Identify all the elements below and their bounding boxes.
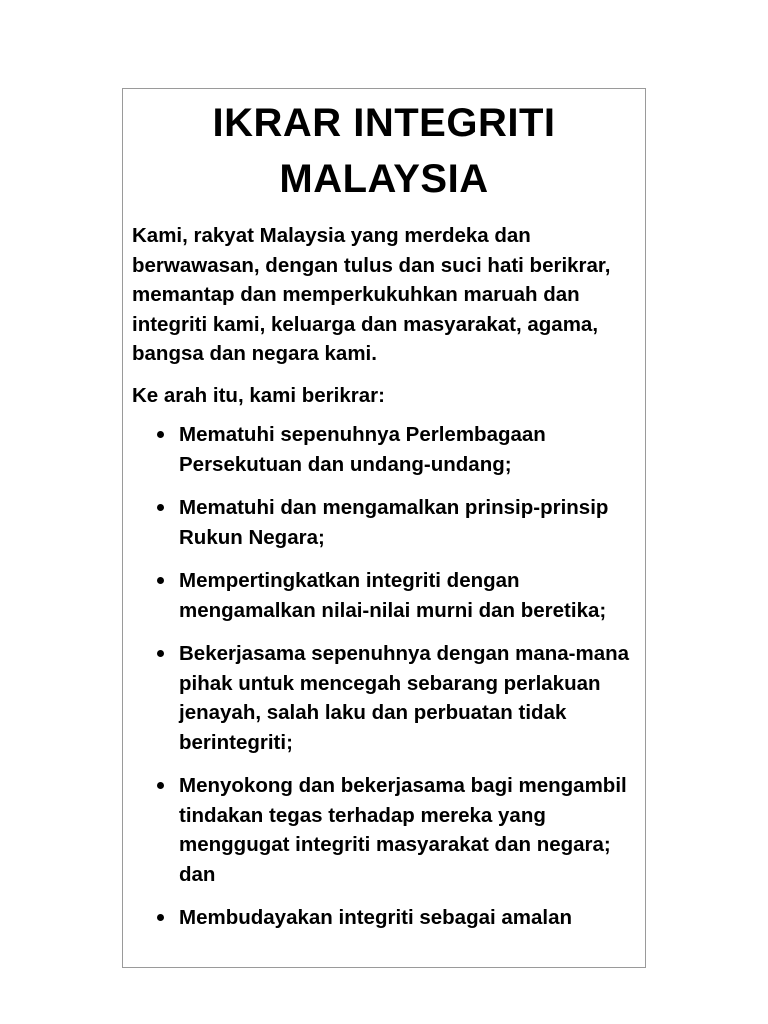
pledge-item — [123, 566, 645, 625]
bullet-icon — [157, 782, 164, 789]
bullet-icon — [157, 431, 164, 438]
pledge-text: Mematuhi dan mengamalkan prinsip-prinsip Rukun Negara; — [179, 496, 609, 549]
bullet-icon — [157, 577, 164, 584]
pledge-text: Membudayakan integriti sebagai amalan — [179, 906, 573, 929]
pledge-text: Menyokong dan bekerjasama bagi mengambil tindakan tegas terhadap mereka yang menggugat integriti masyarakat dan negara; dan — [179, 774, 627, 886]
pledge-text: Bekerjasama sepenuhnya dengan mana-mana pihak untuk mencegah sebarang perlakuan jenayah, salah laku dan perbuatan tidak berintegriti; — [179, 642, 630, 754]
bullet-icon — [157, 504, 164, 511]
pledge-document — [122, 88, 646, 968]
pledge-item — [123, 493, 645, 552]
bullet-icon — [157, 650, 164, 657]
lead-in-text: Ke arah itu, kami berikrar: — [132, 383, 385, 407]
document-title — [123, 89, 645, 207]
pledge-item — [123, 903, 645, 933]
intro-paragraph: Kami, rakyat Malaysia yang merdeka dan berwawasan, dengan tulus dan suci hati berikrar, memantap dan memperkukuhkan maruah dan integriti kami, keluarga dan masyarakat, agama, bangsa dan negara kami. — [132, 224, 611, 365]
pledge-text: Mempertingkatkan integriti dengan mengamalkan nilai-nilai murni dan beretika; — [179, 569, 607, 622]
pledge-item — [123, 771, 645, 889]
title-line-2: MALAYSIA — [279, 157, 489, 201]
title-line-1: IKRAR INTEGRITI — [212, 101, 556, 145]
pledge-list — [123, 420, 645, 933]
pledge-item — [123, 420, 645, 479]
bullet-icon — [157, 914, 164, 921]
pledge-item — [123, 639, 645, 757]
pledge-text: Mematuhi sepenuhnya Perlembagaan Persekutuan dan undang-undang; — [179, 423, 546, 476]
